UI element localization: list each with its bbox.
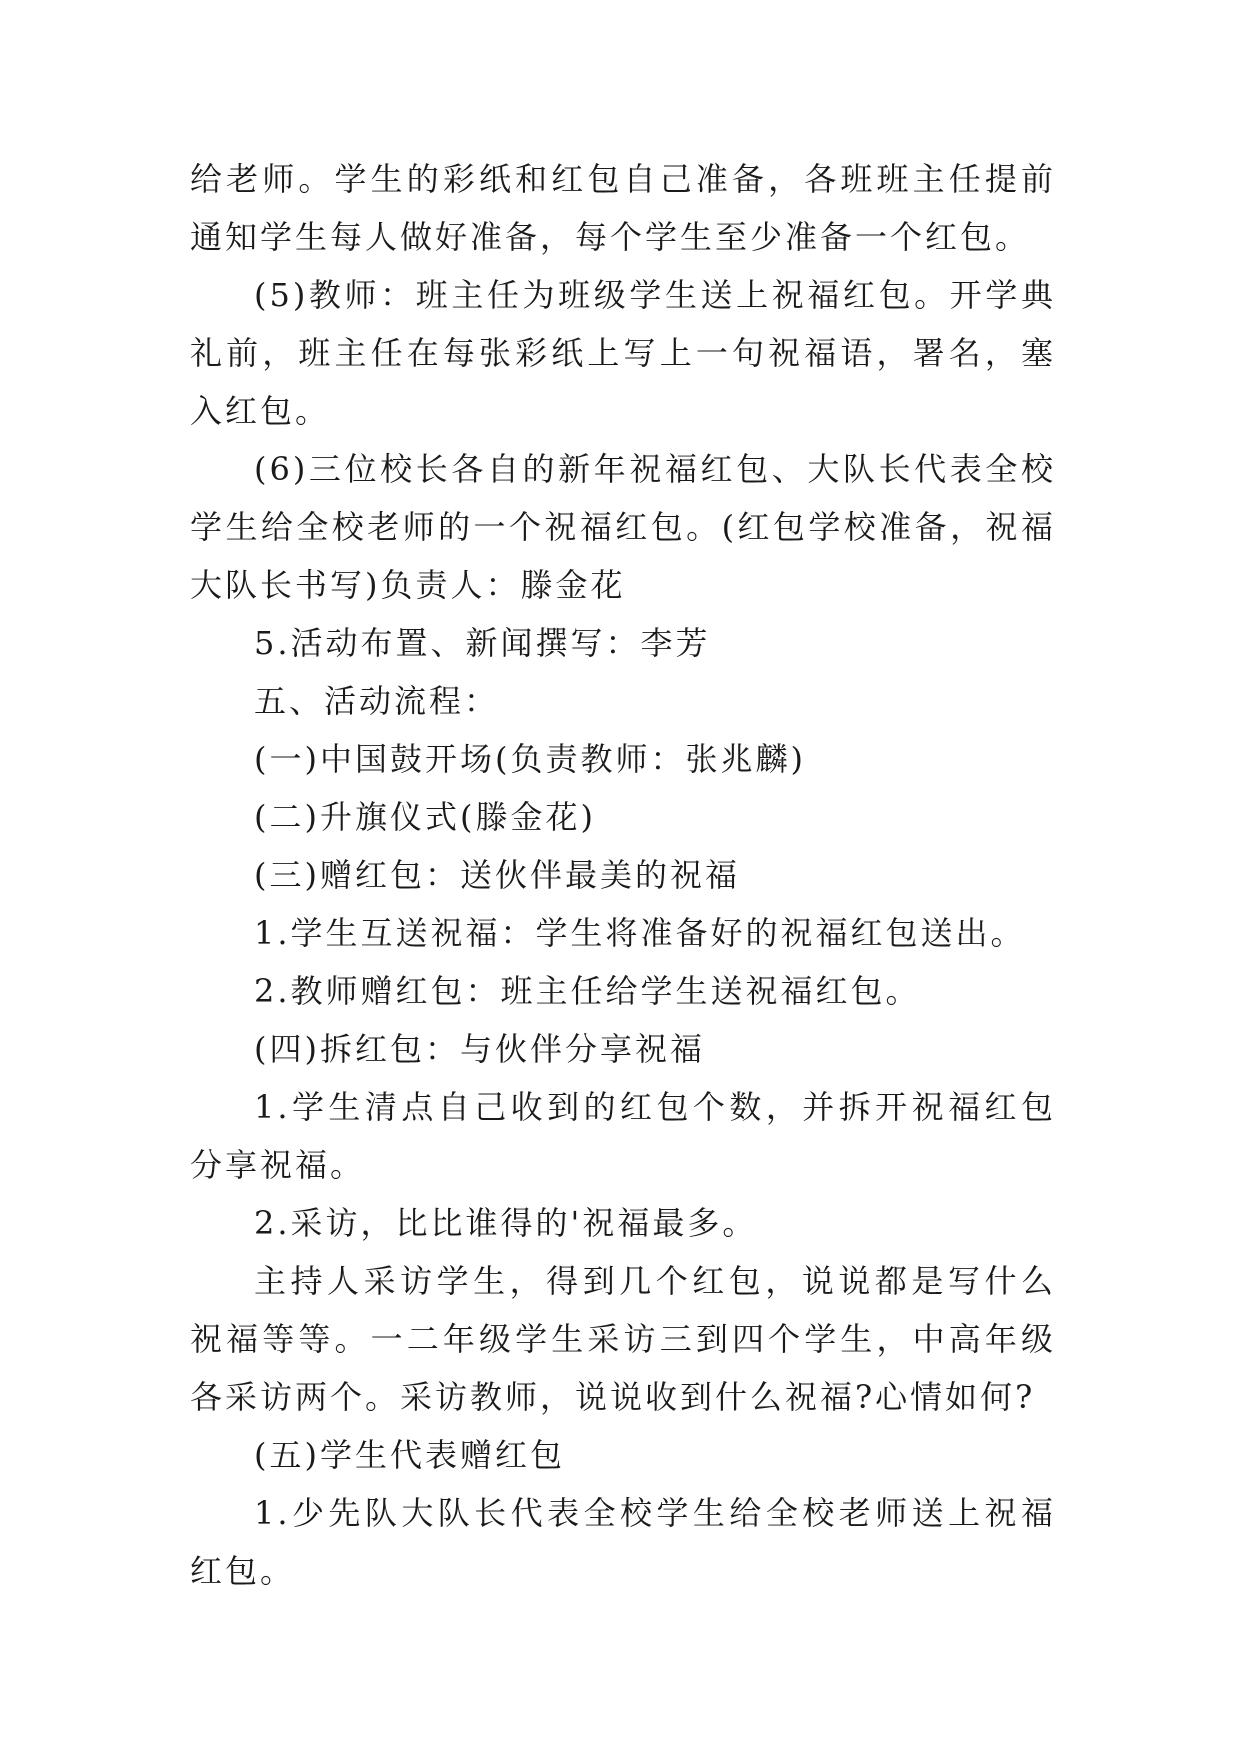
- paragraph: 5.活动布置、新闻撰写：李芳: [254, 624, 711, 662]
- subsection-heading: (三)赠红包：送伙伴最美的祝福: [254, 856, 740, 894]
- subsection-heading: (四)拆红包：与伙伴分享祝福: [254, 1030, 705, 1068]
- subsection-heading: (五)学生代表赠红包: [254, 1436, 565, 1474]
- subsection-heading: (二)升旗仪式(滕金花): [254, 798, 596, 836]
- paragraph: (6)三位校长各自的新年祝福红包、大队长代表全校学生给全校老师的一个祝福红包。(红包学校准备，祝福大队长书写)负责人：滕金花: [190, 450, 1056, 604]
- section-heading: 五、活动流程：: [254, 682, 500, 720]
- paragraph: 2.教师赠红包：班主任给学生送祝福红包。: [254, 972, 921, 1010]
- paragraph: (5)教师：班主任为班级学生送上祝福红包。开学典礼前，班主任在每张彩纸上写上一句祝福语，署名，塞入红包。: [190, 276, 1056, 430]
- paragraph: 2.采访，比比谁得的'祝福最多。: [254, 1204, 758, 1242]
- paragraph: 1.学生互送祝福：学生将准备好的祝福红包送出。: [254, 914, 1026, 952]
- paragraph: 1.少先队大队长代表全校学生给全校老师送上祝福红包。: [190, 1494, 1056, 1590]
- document-body: [190, 150, 1056, 1600]
- paragraph: 主持人采访学生，得到几个红包，说说都是写什么祝福等等。一二年级学生采访三到四个学生，中高年级各采访两个。采访教师，说说收到什么祝福?心情如何?: [190, 1262, 1056, 1416]
- paragraph: 1.学生清点自己收到的红包个数，并拆开祝福红包分享祝福。: [190, 1088, 1056, 1184]
- subsection-heading: (一)中国鼓开场(负责教师：张兆麟): [254, 740, 806, 778]
- paragraph: 给老师。学生的彩纸和红包自己准备，各班班主任提前通知学生每人做好准备，每个学生至少准备一个红包。: [190, 160, 1056, 256]
